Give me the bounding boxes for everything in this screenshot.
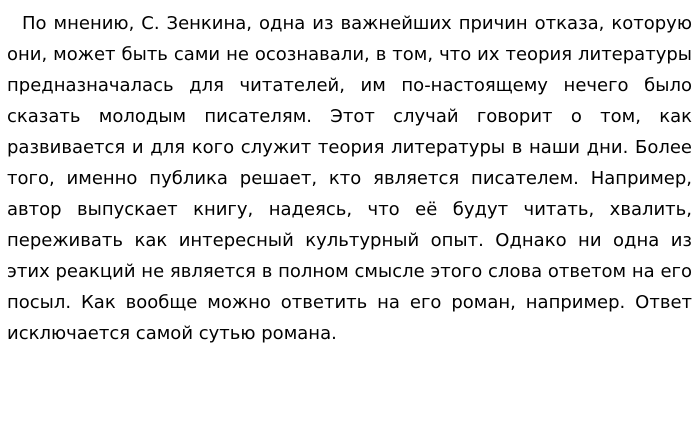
body-paragraph: По мнению, С. Зенкина, одна из важнейших причин отказа, которую они, может быть сами не осознавали, в том, что их теория литературы предназначалась для читателей, им по-настоящему нечего было сказать молодым писателям. Этот случай говорит о том, как развивается и для кого служит теория литературы в наши дни. Более того, именно публика решает, кто является писателем. Например, автор выпускает книгу, надеясь, что её будут читать, хвалить, переживать как интересный культурный опыт. Однако ни одна из этих реакций не является в полном смысле этого слова ответом на его посыл. Как вообще можно ответить на его роман, например. Ответ исключается самой сутью романа. (7, 13, 692, 344)
